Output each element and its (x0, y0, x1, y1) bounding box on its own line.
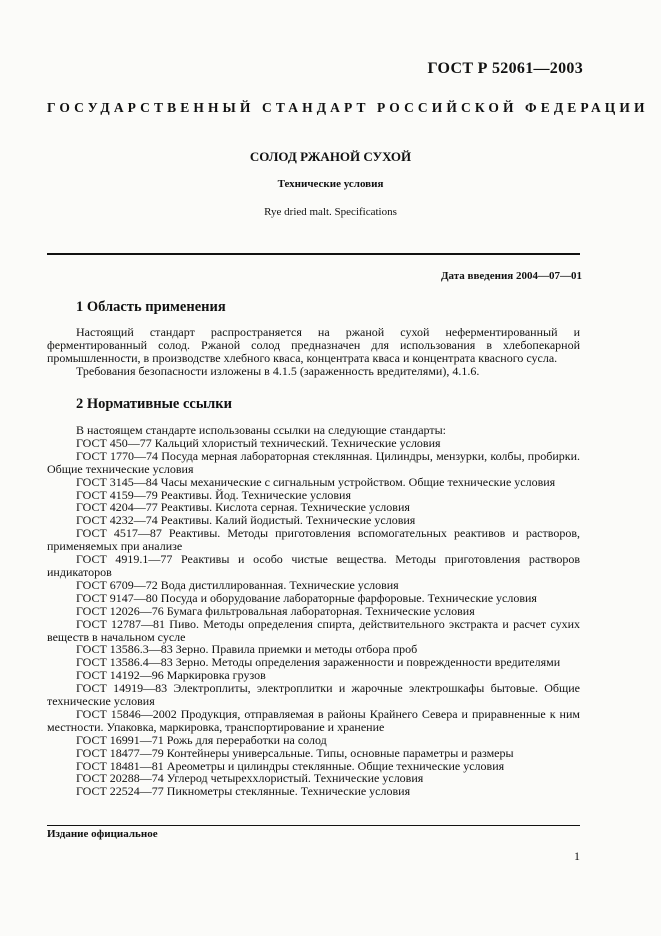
document-title: СОЛОД РЖАНОЙ СУХОЙ (249, 149, 412, 164)
reference-item: ГОСТ 4159—79 Реактивы. Йод. Технические условия (76, 487, 351, 502)
section-1-paragraph: Требования безопасности изложены в 4.1.5 (зараженность вредителями), 4.1.6. (76, 364, 480, 378)
state-standard-heading: ГОСУДАРСТВЕННЫЙ СТАНДАРТ РОССИЙСКОЙ ФЕДЕРАЦИИ (47, 100, 649, 115)
header-divider (47, 253, 580, 255)
reference-item: ГОСТ 16991—71 Рожь для переработки на солод (76, 732, 327, 747)
reference-item: ГОСТ 6709—72 Вода дистиллированная. Технические условия (76, 577, 399, 592)
reference-item: ГОСТ 14919—83 Электроплиты, электроплитки и жарочные электрошкафы бытовые. Общие технические условия (47, 681, 580, 709)
reference-item: ГОСТ 12026—76 Бумага фильтровальная лабораторная. Технические условия (76, 603, 475, 618)
reference-item: ГОСТ 18477—79 Контейнеры универсальные. Типы, основные параметры и размеры (76, 745, 514, 760)
reference-item: ГОСТ 14192—96 Маркировка грузов (76, 668, 266, 683)
reference-item: ГОСТ 12787—81 Пиво. Методы определения спирта, действительного экстракта и расчет сухих веществ в начальном сусле (47, 616, 580, 644)
reference-item: ГОСТ 18481—81 Ареометры и цилиндры стеклянные. Общие технические условия (76, 758, 505, 773)
reference-item: ГОСТ 4204—77 Реактивы. Кислота серная. Технические условия (76, 500, 410, 515)
reference-item: ГОСТ 9147—80 Посуда и оборудование лабораторные фарфоровые. Технические условия (76, 590, 537, 605)
references-list (47, 424, 580, 798)
section-1-body (47, 326, 580, 378)
document-subtitle: Технические условия (277, 178, 384, 190)
reference-item: ГОСТ 13586.4—83 Зерно. Методы определения зараженности и поврежденности вредителями (76, 655, 561, 670)
reference-item: ГОСТ 4919.1—77 Реактивы и особо чистые вещества. Методы приготовления растворов индикаторов (47, 552, 580, 579)
introduction-date: Дата введения 2004—07—01 (440, 270, 582, 282)
reference-item: ГОСТ 450—77 Кальций хлористый технический. Технические условия (76, 435, 441, 450)
reference-item: ГОСТ 3145—84 Часы механические с сигнальным устройством. Общие технические условия (76, 474, 556, 489)
reference-item: ГОСТ 22524—77 Пикнометры стеклянные. Технические условия (76, 784, 411, 799)
footer-divider (47, 825, 580, 826)
document-code: ГОСТ Р 52061—2003 (427, 60, 583, 77)
english-title: Rye dried malt. Specifications (264, 206, 397, 218)
section-1-paragraph: Настоящий стандарт распространяется на ржаной сухой неферментированный и ферментированный солод. Ржаной солод предназначен для использования в хлебопекарной промышленности, в производстве хлебного кваса, концентрата кваса и концентрата квасного сусла. (47, 325, 580, 365)
references-intro: В настоящем стандарте использованы ссылки на следующие стандарты: (76, 423, 447, 437)
reference-item: ГОСТ 15846—2002 Продукция, отправляемая в районы Крайнего Севера и приравненные к ним местности. Упаковка, маркировка, транспортирование и хранение (47, 706, 580, 734)
section-2-heading: 2 Нормативные ссылки (76, 396, 232, 412)
reference-item: ГОСТ 4232—74 Реактивы. Калий йодистый. Технические условия (76, 513, 416, 528)
reference-item: ГОСТ 20288—74 Углерод четыреххлористый. Технические условия (76, 771, 424, 786)
edition-label: Издание официальное (47, 828, 158, 840)
page-number: 1 (574, 849, 580, 863)
reference-item: ГОСТ 4517—87 Реактивы. Методы приготовления вспомогательных реактивов и растворов, применяемых при анализе (47, 526, 580, 554)
reference-item: ГОСТ 13586.3—83 Зерно. Правила приемки и методы отбора проб (76, 642, 418, 657)
reference-item: ГОСТ 1770—74 Посуда мерная лабораторная стеклянная. Цилиндры, мензурки, колбы, пробирки. Общие технические условия (47, 448, 580, 476)
section-1-heading: 1 Область применения (76, 299, 226, 315)
